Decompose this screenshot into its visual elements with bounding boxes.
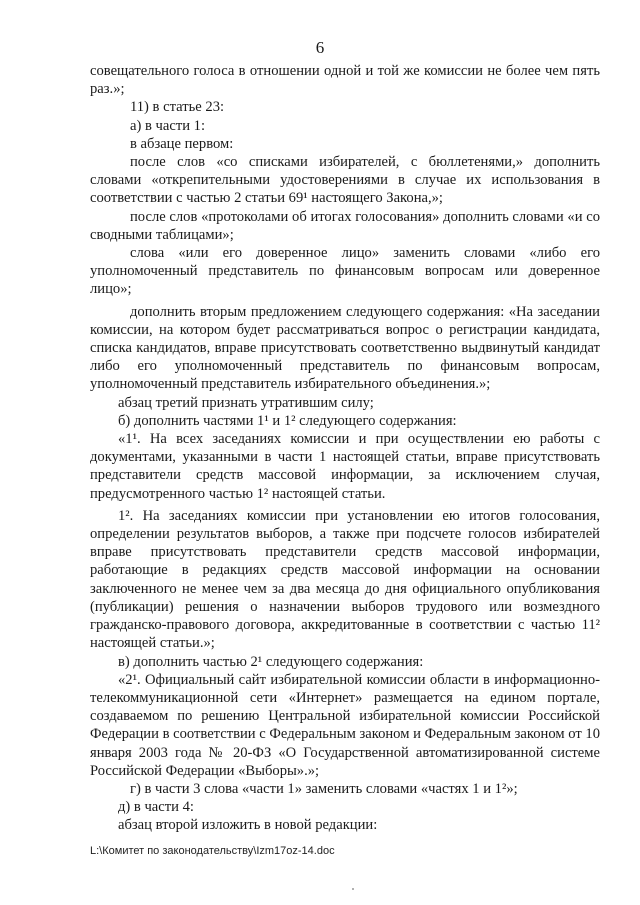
page-number: 6 (315, 38, 325, 57)
paragraph-third-abzac: абзац третий признать утратившим силу; (118, 394, 374, 411)
paragraph-subitem-d: д) в части 4: (118, 799, 194, 816)
paragraph-item-11: 11) в статье 23: (130, 99, 225, 116)
paragraph-second-sentence: дополнить вторым предложением следующего содержания: «На заседании комиссии, на котором будет рассматриваться вопрос о регистрации кандидата, списка кандидатов, вправе присутствовать соответственно выдвинутый кандидат либо его уполномоченный представитель по финансовым вопросам, уполномоченный представитель избирательного объединения.»; (90, 303, 600, 393)
document-body (90, 62, 600, 835)
paragraph-continuation: совещательного голоса в отношении одной и той же комиссии не более чем пять раз.»; (90, 63, 600, 98)
paragraph-part-1-1: «1¹. На всех заседаниях комиссии и при осуществлении ею работы с документами, указанными в части 1 настоящей статьи, вправе присутствовать представители средств массовой информации, за исключением случая, предусмотренного частью 1² настоящей статьи. (90, 431, 600, 502)
paragraph-second-abzac-new: абзац второй изложить в новой редакции: (118, 817, 378, 834)
paragraph-subitem-a: а) в части 1: (130, 117, 206, 134)
file-path-footer: L:\Комитет по законодательству\Izm17oz-14.doc (90, 845, 335, 857)
paragraph-subitem-g: г) в части 3 слова «части 1» заменить словами «частях 1 и 1²»; (130, 780, 518, 797)
paragraph-subitem-v: в) дополнить частью 2¹ следующего содержания: (118, 653, 424, 670)
paragraph-amendment-proxy: слова «или его доверенное лицо» заменить словами «либо его уполномоченный представитель по финансовым вопросам или доверенное лицо»; (90, 245, 600, 298)
paragraph-part-1-2: 1². На заседаниях комиссии при установлении ею итогов голосования, определении результатов выборов, а также при подсчете голосов избирателей вправе присутствовать представители средств массовой информации, работающие в редакциях средств массовой информации на основании заключенного не менее чем за два месяца до дня официального опубликования (публикации) решения о назначении выборов трудового или возмездного гражданско-правового договора, аккредитованные в соответствии с частью 11² настоящей статьи.»; (90, 507, 600, 652)
paragraph-subitem-b: б) дополнить частями 1¹ и 1² следующего содержания: (118, 412, 457, 429)
paragraph-part-2-1: «2¹. Официальный сайт избирательной комиссии области в информационно-телекоммуникационной сети «Интернет» размещается на едином портале, создаваемом по решению Центральной избирательной комиссии Российской Федерации в соответствии с Федеральным законом и Федеральным законом от 10 января 2003 года № 20-ФЗ «О Государственной автоматизированной системе Российской Федерации «Выборы».»; (90, 671, 600, 779)
paragraph-amendment-lists: после слов «со списками избирателей, с бюллетенями,» дополнить словами «открепительными удостоверениями в случае их использования в соответствии с частью 2 статьи 69¹ настоящего Закона,»; (90, 154, 600, 207)
paragraph-first-abzac: в абзаце первом: (130, 135, 234, 152)
paragraph-amendment-protocols: после слов «протоколами об итогах голосования» дополнить словами «и со сводными таблицами»; (90, 208, 600, 243)
scan-speck (352, 888, 354, 890)
